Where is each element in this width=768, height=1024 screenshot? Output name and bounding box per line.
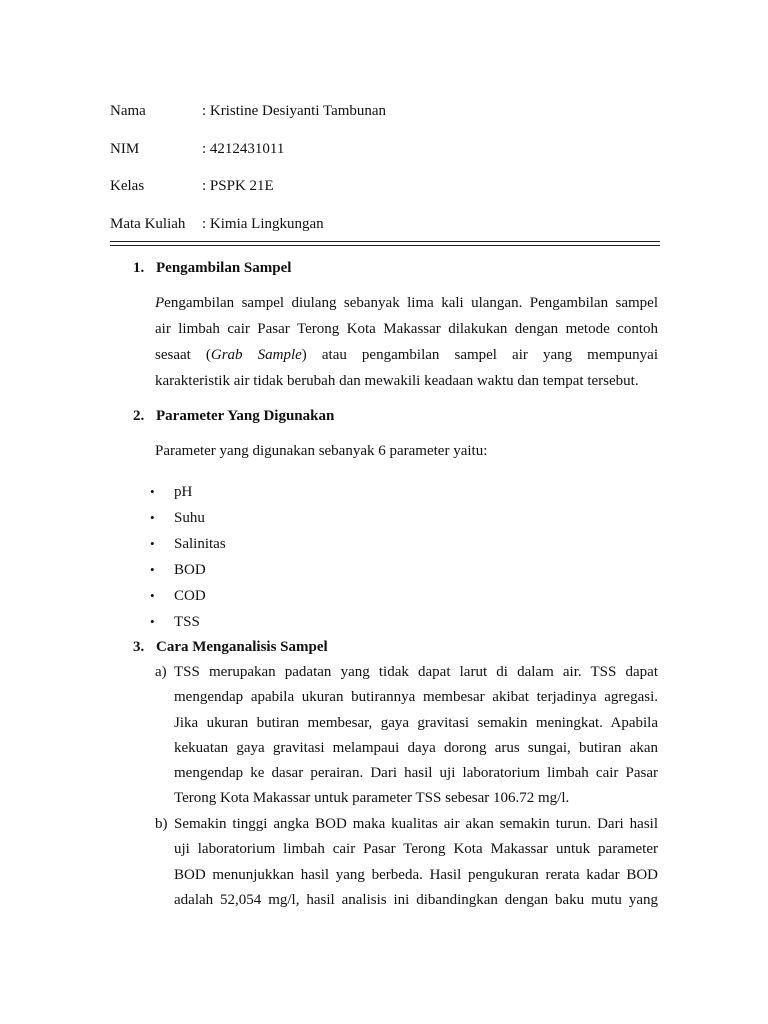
- drop-italic-letter: P: [155, 295, 165, 311]
- bullet-icon: •: [150, 484, 155, 499]
- paragraph-line: mengendap apabila ukuran butirannya membesar akibat terjadinya agregasi.: [174, 689, 658, 706]
- paragraph-line: kekuatan gaya gravitasi melampaui daya dorong arus sungai, butiran akan: [174, 739, 658, 756]
- class-label: Kelas: [110, 178, 145, 194]
- item-marker: b): [155, 816, 168, 832]
- class-row: [110, 176, 670, 196]
- paragraph-line: adalah 52,054 mg/l, hasil analisis ini dibandingkan dengan baku mutu yang: [174, 891, 658, 908]
- section-2-intro: Parameter yang digunakan sebanyak 6 parameter yaitu:: [155, 443, 488, 459]
- paragraph-line: uji laboratorium limbah cair Pasar Terong Kota Makassar untuk parameter: [174, 841, 658, 858]
- name-value: : Kristine Desiyanti Tambunan: [202, 103, 387, 119]
- section-2-title: Parameter Yang Digunakan: [156, 408, 335, 424]
- paragraph-line: karakteristik air tidak berubah dan mewakili keadaan waktu dan tempat tersebut.: [155, 373, 639, 389]
- paragraph-line: mengendap ke dasar perairan. Dari hasil uji laboratorium limbah cair Pasar: [174, 765, 658, 782]
- paragraph-line: BOD menunjukkan hasil yang berbeda. Hasil pengukuran rerata kadar BOD: [174, 866, 658, 883]
- list-item: [150, 508, 226, 534]
- line-text: ) atau pengambilan sampel air yang mempunyai: [301, 347, 658, 363]
- nim-label: NIM: [110, 141, 140, 157]
- paragraph-line: [155, 290, 658, 316]
- course-value: : Kimia Lingkungan: [202, 216, 324, 232]
- paragraph-line: Jika ukuran butiran membesar, gaya gravitasi semakin meningkat. Apabila: [174, 714, 658, 731]
- class-value: : PSPK 21E: [202, 178, 274, 194]
- parameter-label: COD: [174, 588, 206, 604]
- list-item: [150, 534, 226, 560]
- bullet-icon: •: [150, 510, 155, 525]
- nim-value: : 4212431011: [202, 141, 285, 157]
- line-text: engambilan sampel diulang sebanyak lima kali ulangan. Pengambilan sampel: [164, 295, 658, 311]
- parameter-label: Suhu: [174, 510, 205, 526]
- item-marker: a): [155, 664, 167, 680]
- section-2-number: 2.: [133, 408, 145, 424]
- grab-sample-term: Grab Sample: [210, 347, 302, 363]
- section-1-number: 1.: [133, 260, 145, 276]
- course-label: Mata Kuliah: [110, 216, 186, 232]
- name-row: [110, 101, 670, 121]
- course-row: [110, 214, 670, 234]
- parameter-list: [150, 482, 226, 638]
- list-item: [150, 560, 226, 586]
- parameter-label: Salinitas: [174, 536, 226, 552]
- section-3-title: Cara Menganalisis Sampel: [156, 639, 328, 655]
- header-divider-thick: [110, 241, 660, 242]
- section-1-title: Pengambilan Sampel: [156, 260, 292, 276]
- item-text: [174, 814, 658, 915]
- list-item: [150, 586, 226, 612]
- name-label: Nama: [110, 103, 146, 119]
- paragraph-line: Semakin tinggi angka BOD maka kualitas air akan semakin turun. Dari hasil: [174, 816, 658, 832]
- bullet-icon: •: [150, 562, 155, 577]
- section-2-heading: [133, 406, 334, 426]
- paragraph-line: TSS merupakan padatan yang tidak dapat larut di dalam air. TSS dapat: [174, 664, 658, 680]
- parameter-label: TSS: [174, 614, 200, 630]
- bullet-icon: •: [150, 536, 155, 551]
- list-item: [150, 482, 226, 508]
- section-3-heading: [133, 637, 328, 657]
- line-text: sesaat (: [155, 347, 211, 363]
- paragraph-line: Terong Kota Makassar untuk parameter TSS sebesar 106.72 mg/l.: [174, 790, 570, 807]
- bullet-icon: •: [150, 588, 155, 603]
- bullet-icon: •: [150, 614, 155, 629]
- parameter-label: pH: [174, 484, 193, 500]
- paragraph-line: air limbah cair Pasar Terong Kota Makassar dilakukan dengan metode contoh: [155, 321, 658, 337]
- item-text: [174, 662, 658, 814]
- header-divider-thin: [110, 245, 660, 246]
- parameter-label: BOD: [174, 562, 206, 578]
- nim-row: [110, 139, 670, 159]
- section-1-paragraph: [155, 290, 658, 394]
- paragraph-line: [155, 342, 658, 368]
- list-item: [150, 612, 226, 638]
- section-1-heading: [133, 258, 291, 278]
- section-3-number: 3.: [133, 639, 145, 655]
